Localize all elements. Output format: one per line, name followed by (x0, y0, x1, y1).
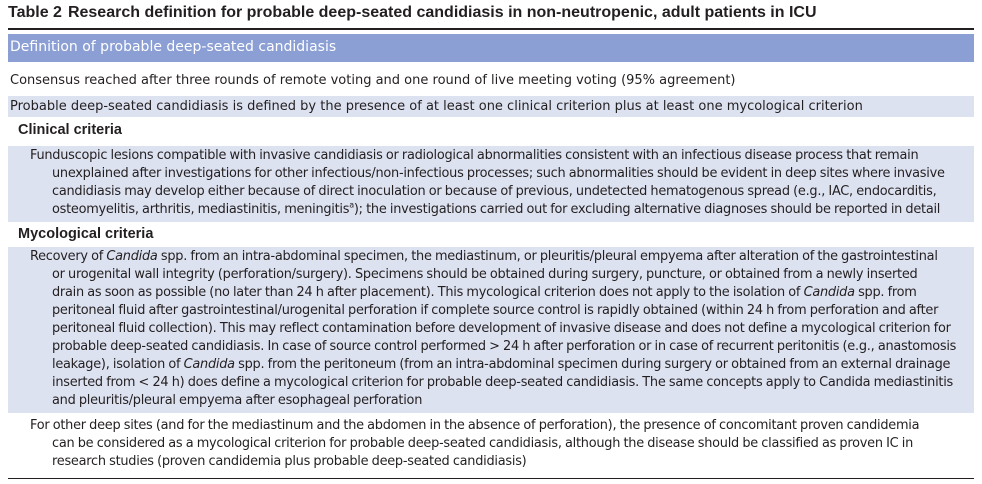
clinical-line: osteomyelitis, arthritis, mediastinitis, meningitis (52, 202, 350, 217)
footnote-marker: a (349, 200, 354, 210)
clinical-criteria-heading: Clinical criteria (18, 122, 122, 138)
criterion-line: peritoneal fluid collection). This may reflect contamination before development of invasive disease and does not define a mycological criterion for (52, 321, 951, 336)
bottom-rule (8, 478, 974, 479)
table-caption (8, 2, 974, 24)
criterion-line: and pleuritis/pleural empyema after esophageal perforation (52, 393, 423, 408)
criterion-line: or urogenital wall integrity (perforation/surgery). Specimens should be obtained during surgery, puncture, or obtained from a newly inserted (52, 267, 918, 282)
table-number: Table 2 (8, 4, 62, 21)
text-segment: drain as soon as possible (no later than 24 h after placement). This mycological criterion does not apply to the isolation of (52, 285, 804, 300)
mycological-criterion-1 (8, 247, 974, 413)
text-segment: spp. from an intra-abdominal specimen, the mediastinum, or pleuritis/pleural empyema after alteration of the gastrointestinal (157, 249, 938, 264)
organism-name: Candida (803, 285, 855, 300)
criterion-line: peritoneal fluid after gastrointestinal/urogenital perforation if complete source control is rapidly obtained (within 24 h from perforation and after (52, 303, 939, 318)
clinical-line: unexplained after investigations for other infectious/non-infectious processes; such abnormalities should be evident in deep sites where invasive (52, 166, 945, 181)
text-segment: leakage), isolation of (52, 357, 184, 372)
table-title: Research definition for probable deep-seated candidiasis in non-neutropenic, adult patients in ICU (67, 4, 817, 21)
criterion-line: research studies (proven candidemia plus probable deep-seated candidiasis) (52, 454, 527, 469)
table-header: Definition of probable deep-seated candidiasis (8, 34, 974, 62)
clinical-line: ); the investigations carried out for excluding alternative diagnoses should be reported in detail (353, 202, 941, 217)
criterion-line: can be considered as a mycological criterion for probable deep-seated candidiasis, although the disease should be classified as proven IC in (52, 436, 913, 451)
clinical-line: candidiasis may develop either because of direct inoculation or because of previous, undetected hematogenous spread (e.g., IAC, endocarditis, (52, 184, 937, 199)
top-rule (8, 28, 974, 30)
mycological-criterion-2 (8, 417, 974, 471)
mycological-criteria-heading: Mycological criteria (18, 226, 154, 242)
criterion-line: probable deep-seated candidiasis. In case of source control performed > 24 h after perforation or in case of recurrent peritonitis (e.g., anastomosis (52, 339, 957, 354)
text-segment: spp. from (854, 285, 917, 300)
clinical-line: Funduscopic lesions compatible with invasive candidiasis or radiological abnormalities consistent with an infectious disease process that remain (30, 148, 919, 163)
text-segment: Recovery of (30, 249, 107, 264)
criterion-line: For other deep sites (and for the mediastinum and the abdomen in the absence of perforation), the presence of concomitant proven candidemia (30, 418, 920, 433)
consensus-row: Consensus reached after three rounds of remote voting and one round of live meeting voting (95% agreement) (10, 73, 736, 88)
text-segment: spp. from the peritoneum (from an intra-abdominal specimen during surgery or obtained from an external drainage (234, 357, 951, 372)
clinical-criterion (8, 146, 974, 222)
organism-name: Candida (106, 249, 158, 264)
criterion-line: inserted from < 24 h) does define a mycological criterion for probable deep-seated candidiasis. The same concepts apply to Candida mediastinitis (52, 375, 954, 390)
definition-row: Probable deep-seated candidiasis is defined by the presence of at least one clinical criterion plus at least one mycological criterion (8, 96, 974, 117)
organism-name: Candida (183, 357, 235, 372)
